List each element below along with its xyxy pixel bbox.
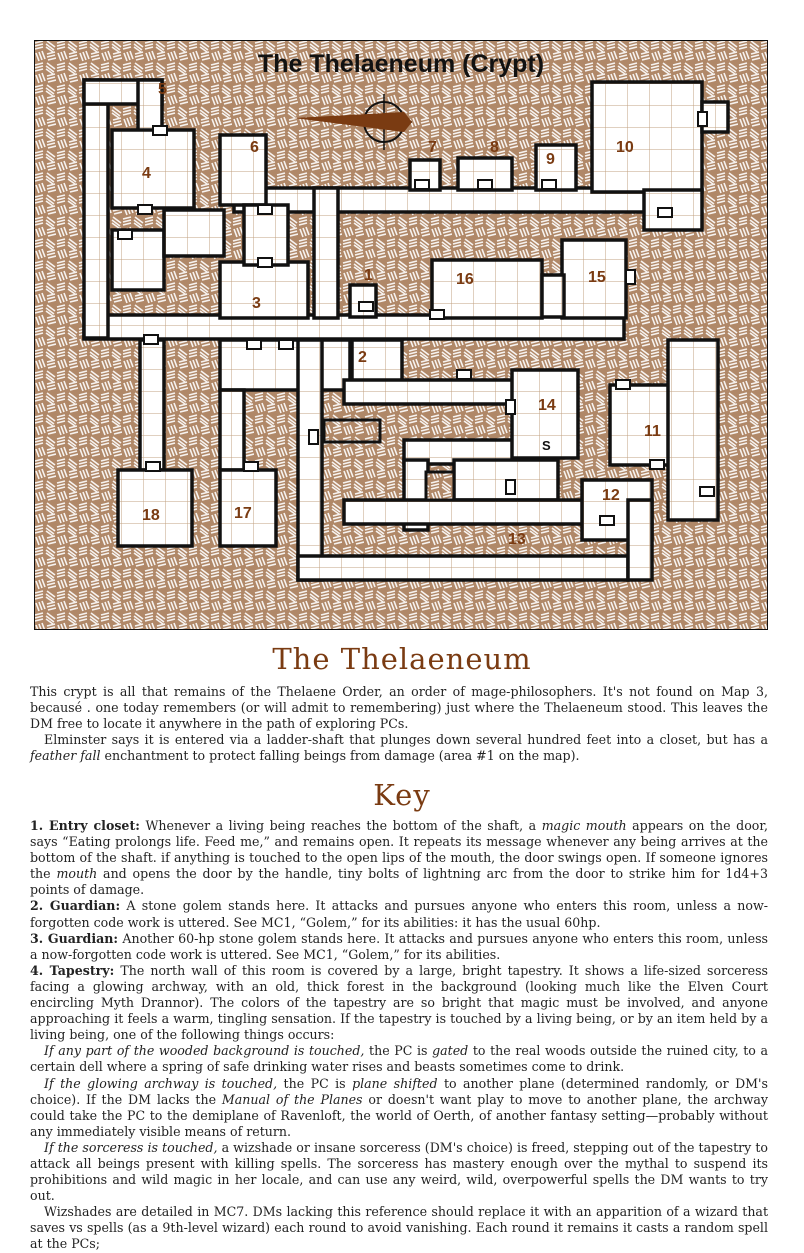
room-number-18: 18 xyxy=(142,507,160,524)
room-number-10: 10 xyxy=(616,139,634,156)
key-entry-3: 3. Guardian: Another 60-hp stone golem stands here. It attacks and pursues anyone who enters this room, unless a now-forgotten code work is uttered. See MC1, “Golem,” for its abilities. xyxy=(30,930,768,962)
room-number-6: 6 xyxy=(250,139,259,156)
room-number-8: 8 xyxy=(490,139,499,156)
key-option-3: If the sorceress is touched, a wizshade or insane sorceress (DM's choice) is freed, stepping out of the tapestry to attack all beings present with killing spells. The sorceress has mastery enough over the mythal to suspend its prohibitions and wild magic in her locale, and can use any weird, wild, overpowerful spells the DM wants to try out. xyxy=(30,1139,769,1204)
key-title: Key xyxy=(373,778,431,812)
intro-paragraph-2: Elminster says it is entered via a ladder-shaft that plunges down several hundred feet into a closet, but has a feather fall enchantment to protect falling beings from damage (area #1 on the map). xyxy=(30,732,768,764)
room-number-11: 11 xyxy=(644,423,661,440)
room-number-13: 13 xyxy=(508,531,526,548)
room-number-4: 4 xyxy=(142,165,151,182)
key-text xyxy=(30,818,768,1253)
key-entry-1: 1. Entry closet: Whenever a living being reaches the bottom of the shaft, a magic mouth appears on the door, says “Eating prolongs life. Feed me,” and remains open. It repeats its message whenever any being arrives at the bottom of the shaft. if anything is touched to the open lips of the mouth, the door swings open. If someone ignores the mouth and opens the door by the handle, tiny bolts of lightning arc from the door to strike him for 1d4+3 points of damage. xyxy=(30,818,768,898)
key-last-paragraph: Wizshades are detailed in MC7. DMs lacking this reference should replace it with an apparition of a wizard that saves vs spells (as a 9th-level wizard) each round to avoid vanishing. Each round it remains it casts a random spell at the PCs; xyxy=(30,1204,768,1252)
section-title: The Thelaeneum xyxy=(272,642,532,676)
room-number-5: 5 xyxy=(158,81,167,98)
room-3 xyxy=(220,262,308,318)
intro-text xyxy=(30,684,768,764)
room-10 xyxy=(592,82,702,192)
room-number-12: 12 xyxy=(602,487,620,504)
crypt-map xyxy=(34,40,768,630)
room-number-14: 14 xyxy=(538,397,556,414)
intro-paragraph-1: This crypt is all that remains of the Thelaene Order, an order of mage-philosophers. It's not found on Map 3, becausé . one today remembers (or will admit to remembering) just where the Thelaeneum stood. This leaves the DM free to locate it anywhere in the path of exploring PCs. xyxy=(30,684,768,732)
room-number-16: 16 xyxy=(456,271,474,288)
room-6 xyxy=(220,135,266,205)
key-option-1: If any part of the wooded background is touched, the PC is gated to the real woods outside the ruined city, to a certain dell where a spring of safe drinking water rises and beasts sometimes come to drink. xyxy=(30,1043,768,1075)
room-number-3: 3 xyxy=(252,295,261,312)
secret-door-mark: S xyxy=(542,438,551,453)
room-16 xyxy=(432,260,542,318)
room-number-7: 7 xyxy=(428,139,437,156)
room-number-17: 17 xyxy=(234,505,252,522)
key-option-2: If the glowing archway is touched, the PC is plane shifted to another plane (determined randomly, or DM's choice). If the DM lacks the Manual of the Planes or doesn't want play to move to another plane, the archway could take the PC to the demiplane of Ravenloft, the world of Oerth, of another fantasy setting—probably without any immediately visible means of return. xyxy=(30,1075,769,1139)
map-title: The Thelaeneum (Crypt) xyxy=(257,50,545,78)
room-number-1: 1 xyxy=(364,267,373,284)
room-number-2: 2 xyxy=(358,349,367,366)
key-entry-2: 2. Guardian: A stone golem stands here. It attacks and pursues anyone who enters this room, unless a now-forgotten code work is uttered. See MC1, “Golem,” for its abilities: it has the usual 60hp. xyxy=(30,898,768,930)
room-number-9: 9 xyxy=(546,151,555,168)
key-entry-4: 4. Tapestry: The north wall of this room is covered by a large, bright tapestry. It shows a life-sized sorceress facing a glowing archway, with an old, thick forest in the background (looking much like the Elven Court encircling Myth Drannor). The colors of the tapestry are so bright that magic must be involved, and anyone approaching it feels a warm, tingling sensation. If the tapestry is touched by a living being, or by an item held by a living being, one of the following things occurs: xyxy=(30,962,768,1043)
room-4 xyxy=(112,130,194,208)
room-number-15: 15 xyxy=(588,269,606,286)
